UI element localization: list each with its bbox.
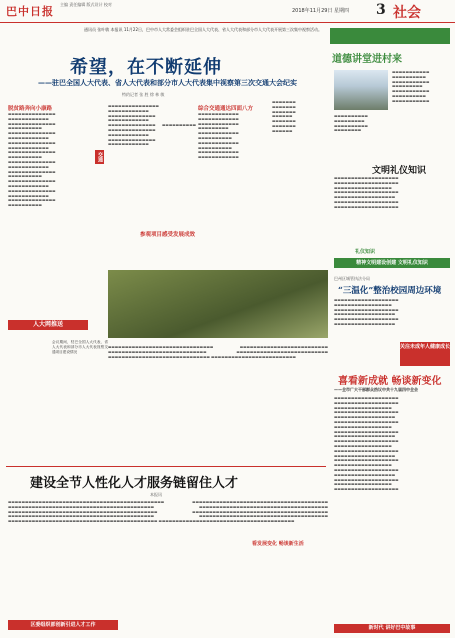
main-headline: 希望，在不断延伸 — [70, 57, 222, 78]
right-text-1: ▬▬▬▬▬▬▬▬▬▬▬ ▬▬▬▬▬▬▬▬▬▬ ▬▬▬▬▬▬▬▬▬▬▬ ▬▬▬▬▬▬▬▬▬ ▬▬▬▬▬▬▬▬▬▬▬ ▬▬▬▬▬▬▬▬▬▬ ▬▬▬▬▬▬▬▬▬▬▬ — [392, 70, 430, 103]
masthead-tagline: 主编 责任编辑 版式设计 校对 — [60, 2, 112, 7]
culture-banner: 精神文明建设创建 文明礼仪知识 — [334, 258, 450, 268]
right-top-headline: 道德讲堂进村来 — [332, 54, 402, 65]
culture-sub: 礼仪知识 — [355, 249, 376, 255]
right-top-banner-bg — [330, 28, 450, 44]
section-divider — [6, 466, 326, 467]
article-text-bottom: ▬▬▬▬▬▬▬▬▬▬▬▬▬▬▬▬▬▬▬▬▬▬▬▬▬▬▬▬▬▬▬ ▬▬▬▬▬▬▬▬▬▬▬▬▬▬▬▬▬▬▬▬▬▬▬▬▬▬ ▬▬▬▬▬▬▬▬▬▬▬▬▬▬▬▬▬▬▬▬▬▬▬▬▬▬▬▬▬ ▬▬▬▬▬▬▬▬▬▬▬▬▬▬▬▬▬▬▬▬▬▬▬▬▬▬▬ ▬▬▬▬▬▬▬▬▬▬▬▬▬▬▬▬▬▬▬▬▬▬▬▬▬▬▬▬▬▬ ▬▬▬▬▬▬▬▬▬▬▬▬▬▬▬▬▬▬▬▬▬▬▬▬▬ — [108, 345, 328, 359]
article-text-col2: ▬▬▬▬▬▬▬▬▬▬▬▬▬▬▬ ▬▬▬▬▬▬▬▬▬▬▬▬ ▬▬▬▬▬▬▬▬▬▬▬▬▬▬ ▬▬▬▬▬▬▬▬▬▬▬▬ ▬▬▬▬▬▬▬▬▬▬▬▬▬▬ ▬▬▬▬▬▬▬▬▬▬ ▬▬▬▬▬▬▬▬▬▬▬▬▬▬ ▬▬▬▬▬▬▬▬▬▬▬▬ ▬▬▬▬▬▬▬▬▬▬▬▬▬▬ ▬▬▬▬▬▬▬▬▬▬▬▬ — [108, 104, 196, 147]
mid-headline: “三温化”整治校园周边环境 — [338, 286, 442, 296]
bottom-headline: 建设全节人性化人才服务链留住人才 — [30, 476, 239, 491]
culture-headline: 文明礼仪知识 — [372, 166, 427, 176]
inspection-photo — [108, 270, 328, 338]
bottom-text: ▬▬▬▬▬▬▬▬▬▬▬▬▬▬▬▬▬▬▬▬▬▬▬▬▬▬▬▬▬▬▬▬▬▬▬▬▬▬▬▬▬▬▬▬▬▬ ▬▬▬▬▬▬▬▬▬▬▬▬▬▬▬▬▬▬▬▬▬▬▬▬▬▬▬▬▬▬▬▬▬▬▬▬▬▬▬▬ ▬▬▬▬▬▬▬▬▬▬▬▬▬▬▬▬▬▬▬▬▬▬▬▬▬▬▬▬▬▬▬▬▬▬▬▬▬▬▬▬▬▬▬ ▬▬▬▬▬▬▬▬▬▬▬▬▬▬▬▬▬▬▬▬▬▬▬▬▬▬▬▬▬▬▬▬▬▬▬▬▬▬ ▬▬▬▬▬▬▬▬▬▬▬▬▬▬▬▬▬▬▬▬▬▬▬▬▬▬▬▬▬▬▬▬▬▬▬▬▬▬▬▬▬▬▬▬ ▬▬▬▬▬▬▬▬▬▬▬▬▬▬▬▬▬▬▬▬▬▬▬▬▬▬▬▬▬▬▬▬▬▬▬▬▬▬▬▬ ▬▬▬▬▬▬▬▬▬▬▬▬▬▬▬▬▬▬▬▬▬▬▬▬▬▬▬▬▬▬▬▬▬▬▬▬▬▬▬▬▬▬▬ ▬▬▬▬▬▬▬▬▬▬▬▬▬▬▬▬▬▬▬▬▬▬▬▬▬▬▬▬▬▬▬▬▬▬▬▬▬▬ ▬▬▬▬▬▬▬▬▬▬▬▬▬▬▬▬▬▬▬▬▬▬▬▬▬▬▬▬▬▬▬▬▬▬▬▬▬▬▬▬▬▬▬▬ ▬▬▬▬▬▬▬▬▬▬▬▬▬▬▬▬▬▬▬▬▬▬▬▬▬▬▬▬▬▬▬▬▬▬▬▬▬▬▬▬ — [8, 500, 328, 524]
right-text-2: ▬▬▬▬▬▬▬▬▬▬ ▬▬▬▬▬▬▬▬▬ ▬▬▬▬▬▬▬▬▬▬ ▬▬▬▬▬▬▬▬ — [334, 114, 368, 133]
bottom-byline: 本报讯 — [150, 492, 162, 497]
issue-date: 2018年11月29日 星期四 — [292, 8, 350, 14]
paper-logo: 巴中日报 — [6, 5, 54, 18]
article-text-col3: ▬▬▬▬▬▬▬▬▬▬▬▬ ▬▬▬▬▬▬▬▬▬▬▬▬ ▬▬▬▬▬▬▬▬▬▬▬▬ ▬▬▬▬▬▬▬▬▬ ▬▬▬▬▬▬▬▬▬▬▬▬ ▬▬▬▬▬▬▬▬▬▬ ▬▬▬▬▬▬▬▬▬▬▬▬ ▬▬▬▬▬▬▬▬▬▬ ▬▬▬▬▬▬▬▬▬▬▬▬ ▬▬▬▬▬▬▬▬▬▬▬▬ — [198, 112, 239, 160]
photo-caption: 会议期间，驻巴全国人大代表、省人大代表和部分市人大代表视察交通项目建设情况 — [52, 340, 108, 354]
main-subheadline: ——驻巴全国人大代表、省人大代表和部分市人大代表集中视察第三次交通大会纪实 — [38, 79, 297, 87]
lecture-photo — [334, 70, 388, 110]
bottom-subsection: 看发展变化 畅谈新生活 — [252, 541, 304, 547]
main-byline: 特约记者 张 胜 徐 林 敏 — [122, 92, 165, 97]
youth-banner: 关注未成年人健康成长 — [400, 342, 450, 366]
section-heading-2: 综合交通通达四面八方 — [198, 106, 254, 112]
section-title: 社会 — [393, 5, 421, 21]
article-text-col4: ▬▬▬▬▬▬▬ ▬▬▬▬▬▬▬ ▬▬▬▬▬▬▬ ▬▬▬▬▬▬ ▬▬▬▬▬▬▬ ▬▬▬▬▬▬▬ ▬▬▬▬▬▬ — [272, 100, 296, 133]
banner-npc: 人大网推送 — [8, 320, 88, 330]
page-number: 3 — [376, 2, 386, 18]
culture-text: ▬▬▬▬▬▬▬▬▬▬▬▬▬▬▬▬▬▬▬ ▬▬▬▬▬▬▬▬▬▬▬▬▬▬▬▬▬▬▬ ▬▬▬▬▬▬▬▬▬▬▬▬▬▬▬▬▬ ▬▬▬▬▬▬▬▬▬▬▬▬▬▬▬▬▬▬▬ ▬▬▬▬▬▬▬▬▬▬▬▬▬▬▬▬▬▬ ▬▬▬▬▬▬▬▬▬▬▬▬▬▬▬▬▬▬▬ ▬▬▬▬▬▬▬▬▬▬▬▬▬▬▬▬▬▬▬ — [334, 176, 399, 209]
lower-text: ▬▬▬▬▬▬▬▬▬▬▬▬▬▬▬▬▬▬▬ ▬▬▬▬▬▬▬▬▬▬▬▬▬▬▬▬▬▬▬ ▬▬▬▬▬▬▬▬▬▬▬▬▬▬▬▬▬ ▬▬▬▬▬▬▬▬▬▬▬▬▬▬▬▬▬▬▬ ▬▬▬▬▬▬▬▬▬▬▬▬▬▬▬▬▬▬ ▬▬▬▬▬▬▬▬▬▬▬▬▬▬▬▬▬▬▬ ▬▬▬▬▬▬▬▬▬▬▬▬▬▬▬▬▬ ▬▬▬▬▬▬▬▬▬▬▬▬▬▬▬▬▬▬▬ ▬▬▬▬▬▬▬▬▬▬▬▬▬▬▬▬▬▬ ▬▬▬▬▬▬▬▬▬▬▬▬▬▬▬▬▬▬▬ ▬▬▬▬▬▬▬▬▬▬▬▬▬▬▬▬▬ ▬▬▬▬▬▬▬▬▬▬▬▬▬▬▬▬▬▬▬ ▬▬▬▬▬▬▬▬▬▬▬▬▬▬▬▬▬▬ ▬▬▬▬▬▬▬▬▬▬▬▬▬▬▬▬▬▬▬ ▬▬▬▬▬▬▬▬▬▬▬▬▬▬▬▬▬ ▬▬▬▬▬▬▬▬▬▬▬▬▬▬▬▬▬▬▬ ▬▬▬▬▬▬▬▬▬▬▬▬▬▬▬▬▬▬ ▬▬▬▬▬▬▬▬▬▬▬▬▬▬▬▬▬▬▬ ▬▬▬▬▬▬▬▬▬▬▬▬▬▬▬▬▬ ▬▬▬▬▬▬▬▬▬▬▬▬▬▬▬▬▬▬▬ — [334, 396, 399, 492]
section-heading-1: 脱贫路奔向小康路 — [8, 106, 53, 112]
bottom-right-banner: 新时代 讲好巴中故事 — [334, 624, 450, 633]
mid-subhead: 巴州区城管执法分局 — [334, 276, 370, 281]
bottom-left-banner: 区委组织部创新引进人才工作 — [8, 620, 118, 630]
section-heading-3: 参观项目感受发展成效 — [140, 232, 196, 238]
mid-text: ▬▬▬▬▬▬▬▬▬▬▬▬▬▬▬▬▬▬▬ ▬▬▬▬▬▬▬▬▬▬▬▬▬▬▬▬▬ ▬▬▬▬▬▬▬▬▬▬▬▬▬▬▬▬▬▬▬ ▬▬▬▬▬▬▬▬▬▬▬▬▬▬▬▬▬▬ ▬▬▬▬▬▬▬▬▬▬▬▬▬▬▬▬▬▬▬ ▬▬▬▬▬▬▬▬▬▬▬▬▬▬▬▬▬▬ — [334, 298, 399, 326]
lower-headline: 喜看新成就 畅谈新变化 — [338, 376, 442, 387]
lower-subheadline: ——全市广大干部群众热议中共十九届四中全会 — [334, 387, 418, 392]
article-text-col1: ▬▬▬▬▬▬▬▬▬▬▬▬▬▬ ▬▬▬▬▬▬▬▬▬▬▬▬ ▬▬▬▬▬▬▬▬▬▬▬▬▬▬ ▬▬▬▬▬▬▬▬▬▬ ▬▬▬▬▬▬▬▬▬▬▬▬▬▬ ▬▬▬▬▬▬▬▬▬▬▬▬ ▬▬▬▬▬▬▬▬▬▬▬▬▬▬ ▬▬▬▬▬▬▬▬▬▬▬▬ ▬▬▬▬▬▬▬▬▬▬▬▬▬▬ ▬▬▬▬▬▬▬▬▬▬ ▬▬▬▬▬▬▬▬▬▬▬▬▬▬ ▬▬▬▬▬▬▬▬▬▬▬▬ ▬▬▬▬▬▬▬▬▬▬▬▬▬▬ ▬▬▬▬▬▬▬▬▬▬ ▬▬▬▬▬▬▬▬▬▬▬▬▬▬ ▬▬▬▬▬▬▬▬▬▬▬▬ ▬▬▬▬▬▬▬▬▬▬▬▬▬▬ ▬▬▬▬▬▬▬▬▬▬▬▬ ▬▬▬▬▬▬▬▬▬▬▬▬▬▬ ▬▬▬▬▬▬▬▬▬▬ — [8, 112, 56, 208]
side-tab-traffic: 交通 — [97, 152, 103, 162]
lead-paragraph: 通讯员 张叶敏 本报讯 11月22日，巴中市人大常委会组织驻巴全国人大代表、省人大代表和部分市人大代表开展第三次集中视察活动。 — [84, 27, 322, 32]
